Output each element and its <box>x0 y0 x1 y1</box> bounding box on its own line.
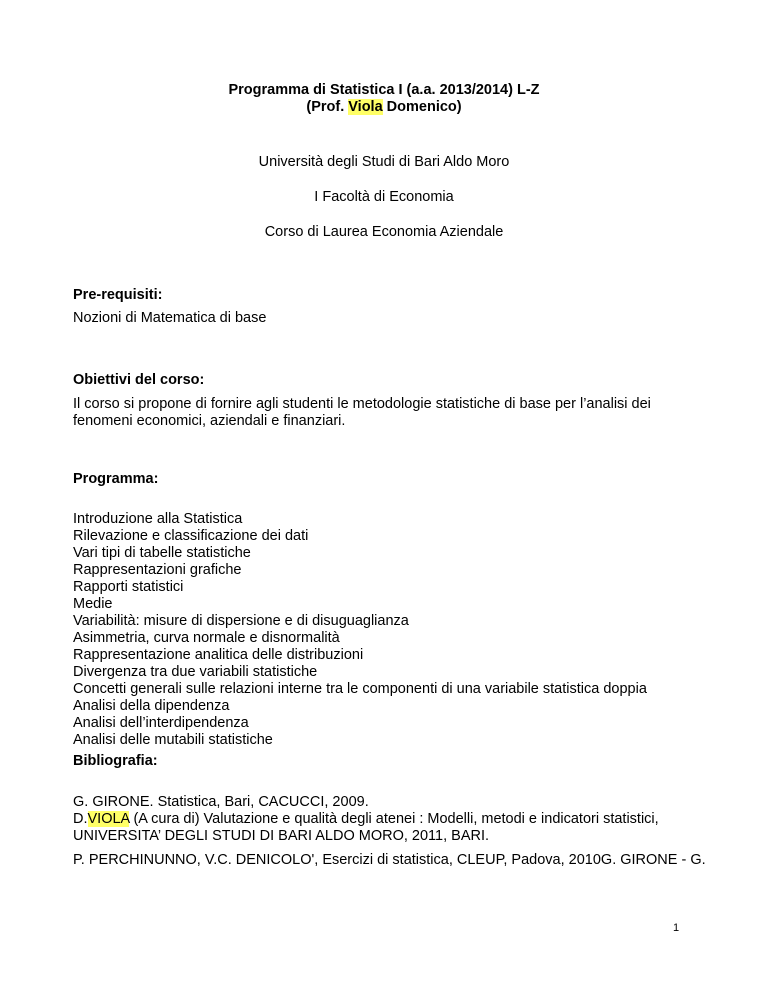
bibliography-entry: P. PERCHINUNNO, V.C. DENICOLO', Esercizi di statistica, CLEUP, Padova, 2010G. GIRONE - G. <box>73 852 706 868</box>
list-item: Analisi dell’interdipendenza <box>73 715 249 731</box>
bibliography-entry: G. GIRONE. Statistica, Bari, CACUCCI, 2009. <box>73 794 369 810</box>
page-number: 1 <box>673 922 680 934</box>
university-name: Università degli Studi di Bari Aldo Moro <box>258 154 510 170</box>
program-heading: Programma: <box>73 471 159 487</box>
list-item: Asimmetria, curva normale e disnormalità <box>73 630 340 646</box>
title-prefix: (Prof. <box>306 99 349 115</box>
faculty-name: I Facoltà di Economia <box>314 189 454 205</box>
prerequisites-text: Nozioni di Matematica di base <box>73 310 267 326</box>
list-item: Introduzione alla Statistica <box>73 511 243 527</box>
list-item: Vari tipi di tabelle statistiche <box>73 545 251 561</box>
prerequisites-heading: Pre-requisiti: <box>73 287 163 303</box>
highlighted-name: VIOLA <box>87 811 130 827</box>
list-item: Analisi della dipendenza <box>73 698 230 714</box>
objectives-heading: Obiettivi del corso: <box>73 372 205 388</box>
title-suffix: Domenico) <box>382 99 462 115</box>
bibliography-entry <box>73 811 713 845</box>
ref2-prefix: D. <box>73 811 88 827</box>
ref2-suffix: (A cura di) Valutazione e qualità degli atenei : Modelli, metodi e indicatori statistici, UNIVERSITA’ DEGLI STUDI DI BARI ALDO MORO, 2011, BARI. <box>73 811 659 844</box>
list-item: Medie <box>73 596 113 612</box>
institution-header <box>0 154 768 259</box>
program-section <box>73 471 713 749</box>
list-item: Rappresentazione analitica delle distribuzioni <box>73 647 364 663</box>
title-line1: Programma di Statistica I (a.a. 2013/2014) L-Z <box>228 82 540 98</box>
objectives-section <box>73 372 713 430</box>
list-item: Rilevazione e classificazione dei dati <box>73 528 309 544</box>
bibliography-heading: Bibliografia: <box>73 753 158 769</box>
list-item: Divergenza tra due variabili statistiche <box>73 664 318 680</box>
prerequisites-section <box>73 287 713 327</box>
document-subtitle <box>0 99 768 116</box>
list-item: Concetti generali sulle relazioni interne tra le componenti di una variabile statistica doppia <box>73 681 647 697</box>
list-item: Rapporti statistici <box>73 579 184 595</box>
course-name: Corso di Laurea Economia Aziendale <box>264 224 504 240</box>
highlighted-name: Viola <box>348 99 383 115</box>
title-block <box>0 82 768 116</box>
objectives-text: Il corso si propone di fornire agli studenti le metodologie statistiche di base per l’analisi dei fenomeni economici, aziendali e finanziari. <box>73 396 651 429</box>
list-item: Variabilità: misure di dispersione e di disuguaglianza <box>73 613 409 629</box>
list-item: Analisi delle mutabili statistiche <box>73 732 273 748</box>
list-item: Rappresentazioni grafiche <box>73 562 242 578</box>
bibliography-section <box>73 753 713 869</box>
topic-list <box>73 511 713 749</box>
document-title <box>0 82 768 99</box>
